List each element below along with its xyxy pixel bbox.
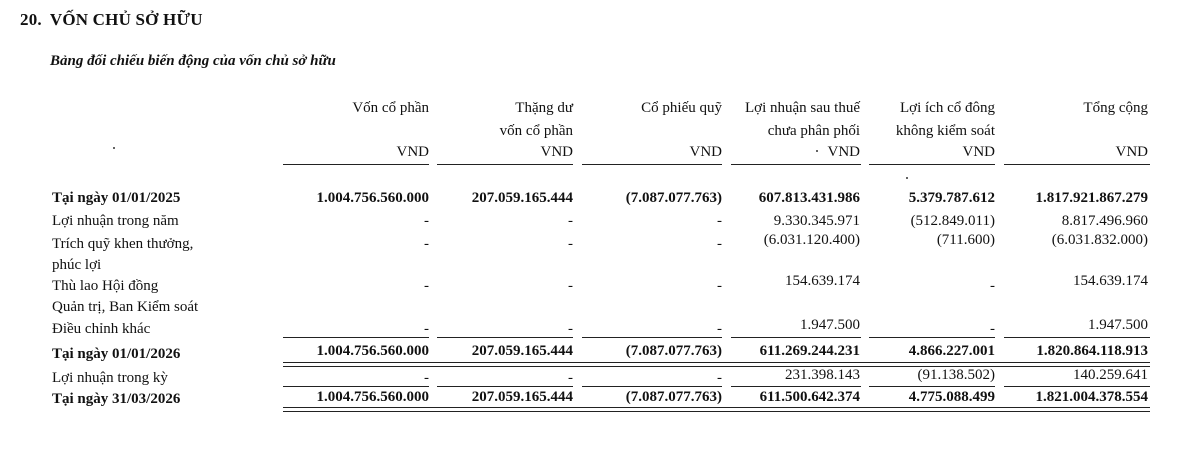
table-subtitle: Bảng đối chiếu biến động của vốn chủ sở hữu <box>50 53 336 69</box>
table-cell: 4.775.088.499 <box>908 389 995 405</box>
column-header-line2: vốn cổ phần <box>499 123 573 139</box>
table-cell: (7.087.077.763) <box>625 343 722 359</box>
table-cell: 140.259.641 <box>1073 367 1148 383</box>
column-header-share-capital <box>352 97 429 120</box>
table-cell: (711.600) <box>936 232 995 248</box>
table-cell: - <box>717 236 722 252</box>
column-header-total <box>1083 97 1148 120</box>
table-cell: - <box>717 370 722 386</box>
header-rule <box>1004 164 1150 165</box>
scan-speck <box>113 147 115 149</box>
unit-label: VND <box>962 144 995 160</box>
table-cell: 1.004.756.560.000 <box>316 389 429 405</box>
scan-speck <box>906 177 908 179</box>
table-cell: (512.849.011) <box>910 213 995 229</box>
table-cell: 9.330.345.971 <box>773 213 860 229</box>
unit-label: VND <box>540 144 573 160</box>
table-cell: 207.059.165.444 <box>471 389 573 405</box>
table-cell: - <box>990 278 995 294</box>
table-cell: - <box>568 213 573 229</box>
row-label-profit-year: Lợi nhuận trong năm <box>52 213 179 229</box>
subtotal-rule <box>1004 386 1150 387</box>
table-cell: - <box>717 278 722 294</box>
subtotal-rule <box>731 337 861 338</box>
header-rule <box>731 164 861 165</box>
subtotal-rule <box>437 386 573 387</box>
column-header-retained-earnings <box>745 97 860 143</box>
table-cell: - <box>424 370 429 386</box>
table-cell: 231.398.143 <box>785 367 860 383</box>
table-cell: 1.821.004.378.554 <box>1035 389 1148 405</box>
unit-label: VND <box>827 144 860 160</box>
column-header-line1: Tổng cộng <box>1083 100 1148 116</box>
table-cell: 154.639.174 <box>1073 273 1148 289</box>
column-header-line2: không kiểm soát <box>895 123 995 139</box>
column-header-share-premium <box>500 97 573 143</box>
header-rule <box>437 164 573 165</box>
unit-label: VND <box>689 144 722 160</box>
unit-label: VND <box>396 144 429 160</box>
table-cell: - <box>424 278 429 294</box>
subtotal-rule <box>582 386 722 387</box>
table-cell: - <box>990 321 995 337</box>
table-cell: - <box>568 236 573 252</box>
table-cell: - <box>568 321 573 337</box>
column-header-treasury-shares <box>641 97 722 120</box>
row-label-bonus-welfare-fund: Trích quỹ khen thưởng, <box>52 236 194 252</box>
table-cell: 1.947.500 <box>800 317 860 333</box>
table-cell: 207.059.165.444 <box>471 190 573 206</box>
table-cell: 611.500.642.374 <box>759 389 860 405</box>
table-cell: 4.866.227.001 <box>908 343 995 359</box>
table-cell: - <box>424 213 429 229</box>
table-cell: 611.269.244.231 <box>759 343 860 359</box>
table-cell: 207.059.165.444 <box>471 343 573 359</box>
table-cell: (7.087.077.763) <box>625 190 722 206</box>
table-cell: 1.820.864.118.913 <box>1036 343 1148 359</box>
table-cell: (6.031.832.000) <box>1051 232 1148 248</box>
table-cell: 154.639.174 <box>785 273 860 289</box>
row-label-profit-period: Lợi nhuận trong kỳ <box>52 370 168 386</box>
subtotal-rule <box>283 386 429 387</box>
column-header-line1: Lợi nhuận sau thuế <box>745 100 860 116</box>
table-cell: - <box>717 321 722 337</box>
column-header-line1: Vốn cổ phần <box>352 100 429 116</box>
row-label-opening-2026: Tại ngày 01/01/2026 <box>52 346 181 362</box>
column-header-non-controlling-interest <box>896 97 995 143</box>
column-header-line1: Thặng dư <box>515 100 573 116</box>
subtotal-rule <box>437 337 573 338</box>
table-cell: - <box>717 213 722 229</box>
column-header-line1: Lợi ích cổ đông <box>900 100 995 116</box>
table-cell: 607.813.431.986 <box>758 190 860 206</box>
row-label-board-remuneration-cont: Quản trị, Ban Kiểm soát <box>52 299 199 315</box>
header-rule <box>869 164 995 165</box>
subtotal-rule <box>869 337 995 338</box>
column-header-line1: Cổ phiếu quỹ <box>641 100 722 116</box>
table-cell: 1.817.921.867.279 <box>1035 190 1148 206</box>
row-label-closing-2026: Tại ngày 31/03/2026 <box>52 391 181 407</box>
table-cell: 1.004.756.560.000 <box>316 190 429 206</box>
table-cell: 1.004.756.560.000 <box>316 343 429 359</box>
table-cell: (7.087.077.763) <box>625 389 722 405</box>
column-header-line2: chưa phân phối <box>767 123 860 139</box>
table-cell: - <box>424 321 429 337</box>
row-label-opening-2025: Tại ngày 01/01/2025 <box>52 190 181 206</box>
section-heading <box>20 10 203 30</box>
closing-double-rule <box>283 407 1150 412</box>
table-cell: - <box>424 236 429 252</box>
table-cell: (6.031.120.400) <box>763 232 860 248</box>
table-cell: - <box>568 278 573 294</box>
row-label-board-remuneration: Thù lao Hội đồng <box>52 278 159 294</box>
subtotal-rule <box>582 337 722 338</box>
row-label-other-adjustments: Điều chỉnh khác <box>52 321 151 337</box>
table-cell: (91.138.502) <box>917 367 995 383</box>
scan-speck <box>816 150 818 152</box>
subtotal-rule <box>869 386 995 387</box>
unit-label: VND <box>1115 144 1148 160</box>
section-title: VỐN CHỦ SỞ HỮU <box>49 10 203 29</box>
table-cell: 1.947.500 <box>1088 317 1148 333</box>
row-label-bonus-welfare-fund-cont: phúc lợi <box>52 257 102 273</box>
header-rule <box>582 164 722 165</box>
table-cell: - <box>568 370 573 386</box>
table-cell: 8.817.496.960 <box>1061 213 1148 229</box>
subtotal-rule <box>283 337 429 338</box>
subtotal-rule <box>731 386 861 387</box>
table-cell: 5.379.787.612 <box>908 190 995 206</box>
header-rule <box>283 164 429 165</box>
subtotal-rule <box>1004 337 1150 338</box>
section-number: 20. <box>20 10 42 29</box>
